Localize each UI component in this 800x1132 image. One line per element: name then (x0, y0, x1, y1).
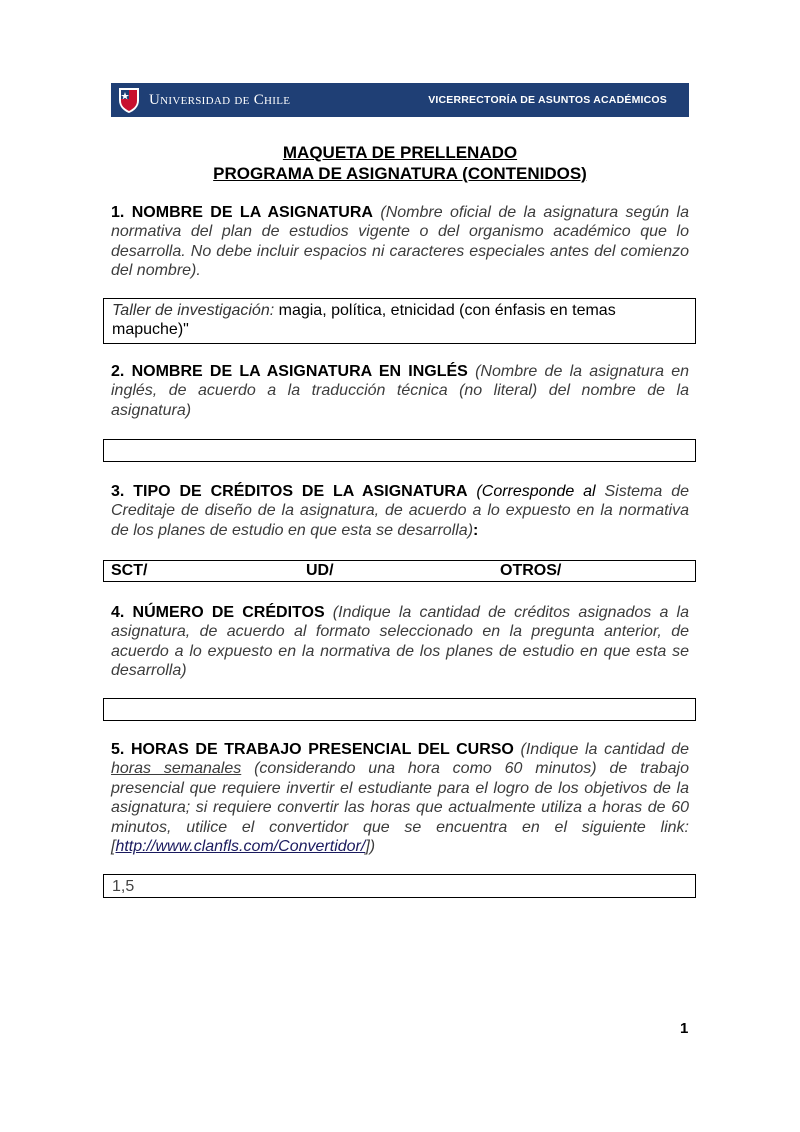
section-2 (111, 362, 689, 420)
section-5-answer-text: 1,5 (112, 878, 135, 895)
credit-type-row (103, 560, 696, 582)
section-5-answer-box[interactable] (103, 874, 696, 898)
page-number: 1 (680, 1020, 689, 1037)
section-4-description: (Indique la cantidad de créditos asignados a la asignatura, de acuerdo al formato seleccionado en la pregunta anterior, de acuerdo a lo expuesto en la normativa de los planes de estudio en que esta se desarrolla) (111, 604, 689, 680)
section-5-description-underlined: horas semanales (111, 760, 242, 778)
section-5-heading: 5. HORAS DE TRABAJO PRESENCIAL DEL CURSO (111, 741, 514, 758)
section-1-answer-prefix: Taller de investigación: (112, 302, 275, 319)
section-5-description-c: ]) (365, 838, 376, 856)
section-1-heading: 1. NOMBRE DE LA ASIGNATURA (111, 204, 373, 221)
section-3-heading: 3. TIPO DE CRÉDITOS DE LA ASIGNATURA (111, 483, 468, 500)
section-2-description: (Nombre de la asignatura en inglés, de acuerdo a la traducción técnica (no literal) del nombre de la asignatura) (111, 363, 689, 419)
converter-link[interactable]: http://www.clanfls.com/Convertidor/ (115, 838, 366, 856)
page-title-line2: PROGRAMA DE ASIGNATURA (CONTENIDOS) (213, 164, 587, 183)
section-3-description-lead: (Corresponde al (467, 483, 596, 500)
section-3 (111, 482, 689, 540)
section-4-heading: 4. NÚMERO DE CRÉDITOS (111, 604, 325, 621)
section-5-description-a: (Indique la cantidad de (513, 741, 690, 758)
section-5-description-b: (considerando una hora como 60 minutos) de trabajo presencial que requiere invertir el estudiante para el logro de los objetivos de la asignatura; si requiere convertir las horas que actualmente utiliza a horas de 60 minutos, utilice el convertidor que se encuentra en el siguiente link: [ (111, 760, 690, 856)
brand (117, 86, 290, 114)
credit-option-otros[interactable]: OTROS/ (500, 562, 562, 579)
section-2-heading: 2. NOMBRE DE LA ASIGNATURA EN INGLÉS (111, 363, 468, 380)
section-1 (111, 203, 689, 281)
section-2-answer-box[interactable] (103, 439, 696, 462)
page-title-line1: MAQUETA DE PRELLENADO (282, 143, 518, 162)
section-3-colon: : (473, 521, 479, 539)
section-1-answer-box[interactable] (103, 298, 696, 344)
section-3-description: Sistema de Creditaje de diseño de la asignatura, de acuerdo a lo expuesto en la normativa de los planes de estudio en que esta se desarrolla) (111, 483, 689, 539)
credit-option-sct[interactable]: SCT/ (111, 562, 148, 579)
university-crest-icon (117, 86, 141, 114)
section-4 (111, 603, 689, 681)
university-banner (111, 83, 689, 117)
section-4-answer-box[interactable] (103, 698, 696, 721)
credit-option-ud[interactable]: UD/ (306, 562, 334, 579)
section-5 (111, 740, 689, 856)
university-name: Universidad de Chile (149, 91, 291, 108)
office-name: VICERRECTORÍA DE ASUNTOS ACADÉMICOS (428, 94, 667, 106)
section-1-answer-text: magia, política, etnicidad (con énfasis en temas mapuche)" (112, 302, 616, 339)
section-1-description: (Nombre oficial de la asignatura según la normativa del plan de estudios vigente o del organismo académico que lo desarrolla. No debe incluir espacios ni caracteres especiales antes del comienzo del nombre). (111, 204, 689, 280)
